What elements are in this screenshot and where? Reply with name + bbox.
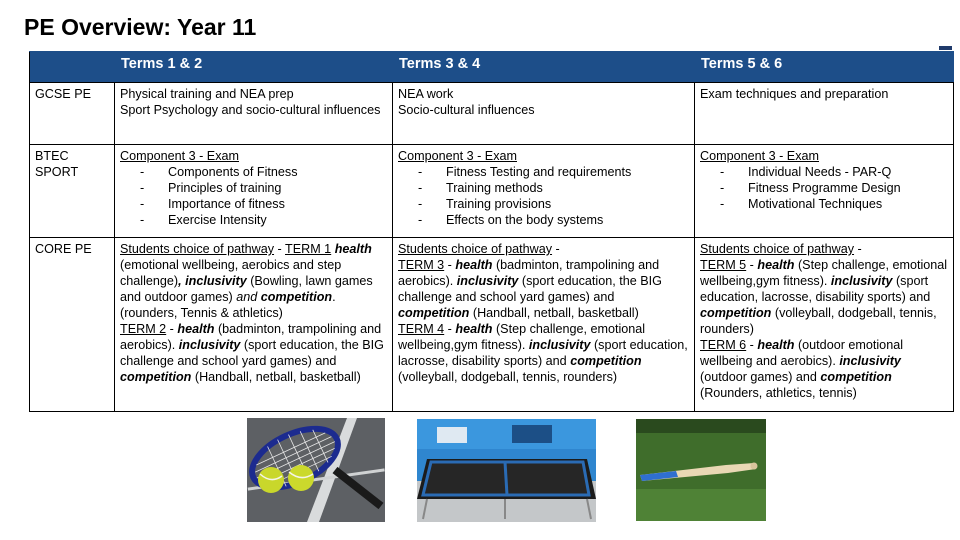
header-terms-1-2: Terms 1 & 2 <box>115 52 393 83</box>
btec-terms-1-2 <box>115 145 393 238</box>
gcse-terms-3-4 <box>393 83 695 145</box>
choice-of-pathway: Students choice of pathway <box>120 242 275 256</box>
inclusivity-label: inclusivity <box>178 338 241 352</box>
btec-t34-heading: Component 3 - Exam <box>398 149 517 163</box>
tennis-photo <box>247 418 385 522</box>
list-item: - Fitness Programme Design <box>700 180 948 196</box>
header-terms-5-6: Terms 5 & 6 <box>695 52 954 83</box>
inclusivity-text: (sport education, lacrosse, disability sports) and <box>700 274 931 304</box>
header-terms-3-4: Terms 3 & 4 <box>393 52 695 83</box>
health-text: (badminton, trampolining and aerobics). <box>120 322 382 352</box>
health-text: (outdoor emotional wellbeing and aerobics). <box>700 338 903 368</box>
health-label: health <box>455 322 493 336</box>
health-label: health <box>757 258 795 272</box>
term-5-label: TERM 5 <box>700 258 747 272</box>
competition-text: (volleyball, dodgeball, tennis, rounders) <box>700 306 937 336</box>
inclusivity-text: (sport education, lacrosse, disability sports) and <box>398 338 688 368</box>
list-item: - Components of Fitness <box>120 164 387 180</box>
btec-terms-5-6 <box>695 145 954 238</box>
health-text: (Step challenge, emotional wellbeing,gym fitness). <box>398 322 646 352</box>
row-btec <box>30 145 954 238</box>
core-terms-5-6: Students choice of pathway - TERM 5 - health (Step challenge, emotional wellbeing,gym fitness). inclusivity (sport education, lacrosse, disability sports) and competition (volleyball, dodgeball, tennis, rounders) TERM 6 - health (outdoor emotional wellbeing and aerobics). inclusivity (outdoor games) and competition (Rounders, athletics, tennis) <box>695 238 954 412</box>
btec-t34-list <box>398 164 689 228</box>
row-label-core: CORE PE <box>30 238 115 412</box>
health-label: health <box>334 242 372 256</box>
gcse-t56-line1: Exam techniques and preparation <box>700 87 889 101</box>
competition-label: competition <box>570 354 642 368</box>
inclusivity-label: inclusivity <box>528 338 591 352</box>
competition-label: competition <box>260 290 333 304</box>
competition-text: (volleyball, dodgeball, tennis, rounders) <box>398 370 618 384</box>
gcse-t34-line2: Socio-cultural influences <box>398 103 535 117</box>
term-3-label: TERM 3 <box>398 258 445 272</box>
list-item: - Principles of training <box>120 180 387 196</box>
gcse-t34-line1: NEA work <box>398 87 454 101</box>
btec-t56-list <box>700 164 948 212</box>
choice-of-pathway: Students choice of pathway <box>700 242 855 256</box>
competition-label: competition <box>700 306 772 320</box>
term-4-label: TERM 4 <box>398 322 445 336</box>
list-item: - Importance of fitness <box>120 196 387 212</box>
list-item: - Training methods <box>398 180 689 196</box>
and-label: and <box>236 290 258 304</box>
row-core <box>30 238 954 412</box>
inclusivity-label: inclusivity <box>456 274 519 288</box>
inclusivity-text: (Bowling, lawn games and outdoor games) <box>120 274 373 304</box>
inclusivity-label: inclusivity <box>830 274 893 288</box>
row-label-btec: BTEC SPORT <box>30 145 115 238</box>
trampoline-photo <box>417 419 596 522</box>
btec-t12-list <box>120 164 387 228</box>
health-text: (badminton, trampolining and aerobics). <box>398 258 660 288</box>
health-text: (Step challenge, emotional wellbeing,gym fitness). <box>700 258 948 288</box>
comma: , <box>178 274 186 288</box>
tennis-racket-icon <box>247 418 385 522</box>
header-row <box>30 52 954 83</box>
inclusivity-label: inclusivity <box>839 354 901 368</box>
health-label: health <box>757 338 795 352</box>
core-terms-3-4: Students choice of pathway - TERM 3 - health (badminton, trampolining and aerobics). inclusivity (sport education, the BIG challenge and school yard games) and competition (Handball, netball, basketball) TERM 4 - health (Step challenge, emotional wellbeing,gym fitness). inclusivity (sport education, lacrosse, disability sports) and competition (volleyball, dodgeball, tennis, rounders) <box>393 238 695 412</box>
term-6-label: TERM 6 <box>700 338 747 352</box>
corner-mark <box>939 46 952 50</box>
inclusivity-text: (outdoor games) and <box>700 370 821 384</box>
competition-text: (Rounders, athletics, tennis) <box>700 386 857 400</box>
gcse-t12-line2: Sport Psychology and socio-cultural influences <box>120 103 381 117</box>
overview-table <box>29 51 954 412</box>
competition-label: competition <box>820 370 892 384</box>
rounders-bat-icon <box>636 419 766 521</box>
btec-t12-heading: Component 3 - Exam <box>120 149 239 163</box>
bat-photo <box>636 419 766 521</box>
list-item: - Exercise Intensity <box>120 212 387 228</box>
gcse-terms-5-6 <box>695 83 954 145</box>
inclusivity-label: inclusivity <box>185 274 247 288</box>
health-label: health <box>177 322 215 336</box>
gcse-t12-line1: Physical training and NEA prep <box>120 87 294 101</box>
health-label: health <box>455 258 493 272</box>
trampoline-icon <box>417 419 596 522</box>
health-text: (emotional wellbeing, aerobics and step challenge) <box>120 258 342 288</box>
list-item: - Fitness Testing and requirements <box>398 164 689 180</box>
core-terms-1-2: Students choice of pathway - TERM 1 health (emotional wellbeing, aerobics and step challenge), inclusivity (Bowling, lawn games and outdoor games) and competition.(rounders, Tennis & athletics) TERM 2 - health (badminton, trampolining and aerobics). inclusivity (sport education, the BIG challenge and school yard games) and competition (Handball, netball, basketball) <box>115 238 393 412</box>
row-label-gcse: GCSE PE <box>30 83 115 145</box>
choice-of-pathway: Students choice of pathway <box>398 242 553 256</box>
term-2-label: TERM 2 <box>120 322 167 336</box>
competition-text: (Handball, netball, basketball) <box>191 370 361 384</box>
competition-label: competition <box>398 306 470 320</box>
inclusivity-text: (sport education, the BIG challenge and school yard games) and <box>120 338 384 368</box>
list-item: - Motivational Techniques <box>700 196 948 212</box>
term-1-label: TERM 1 <box>285 242 332 256</box>
gcse-terms-1-2 <box>115 83 393 145</box>
competition-text: .(rounders, Tennis & athletics) <box>120 290 336 320</box>
row-gcse <box>30 83 954 145</box>
inclusivity-text: (sport education, the BIG challenge and school yard games) and <box>398 274 662 304</box>
list-item: - Effects on the body systems <box>398 212 689 228</box>
competition-text: (Handball, netball, basketball) <box>469 306 639 320</box>
list-item: - Training provisions <box>398 196 689 212</box>
header-blank <box>30 52 115 83</box>
page-title: PE Overview: Year 11 <box>24 14 257 40</box>
btec-t56-heading: Component 3 - Exam <box>700 149 819 163</box>
btec-terms-3-4 <box>393 145 695 238</box>
list-item: - Individual Needs - PAR-Q <box>700 164 948 180</box>
competition-label: competition <box>120 370 192 384</box>
